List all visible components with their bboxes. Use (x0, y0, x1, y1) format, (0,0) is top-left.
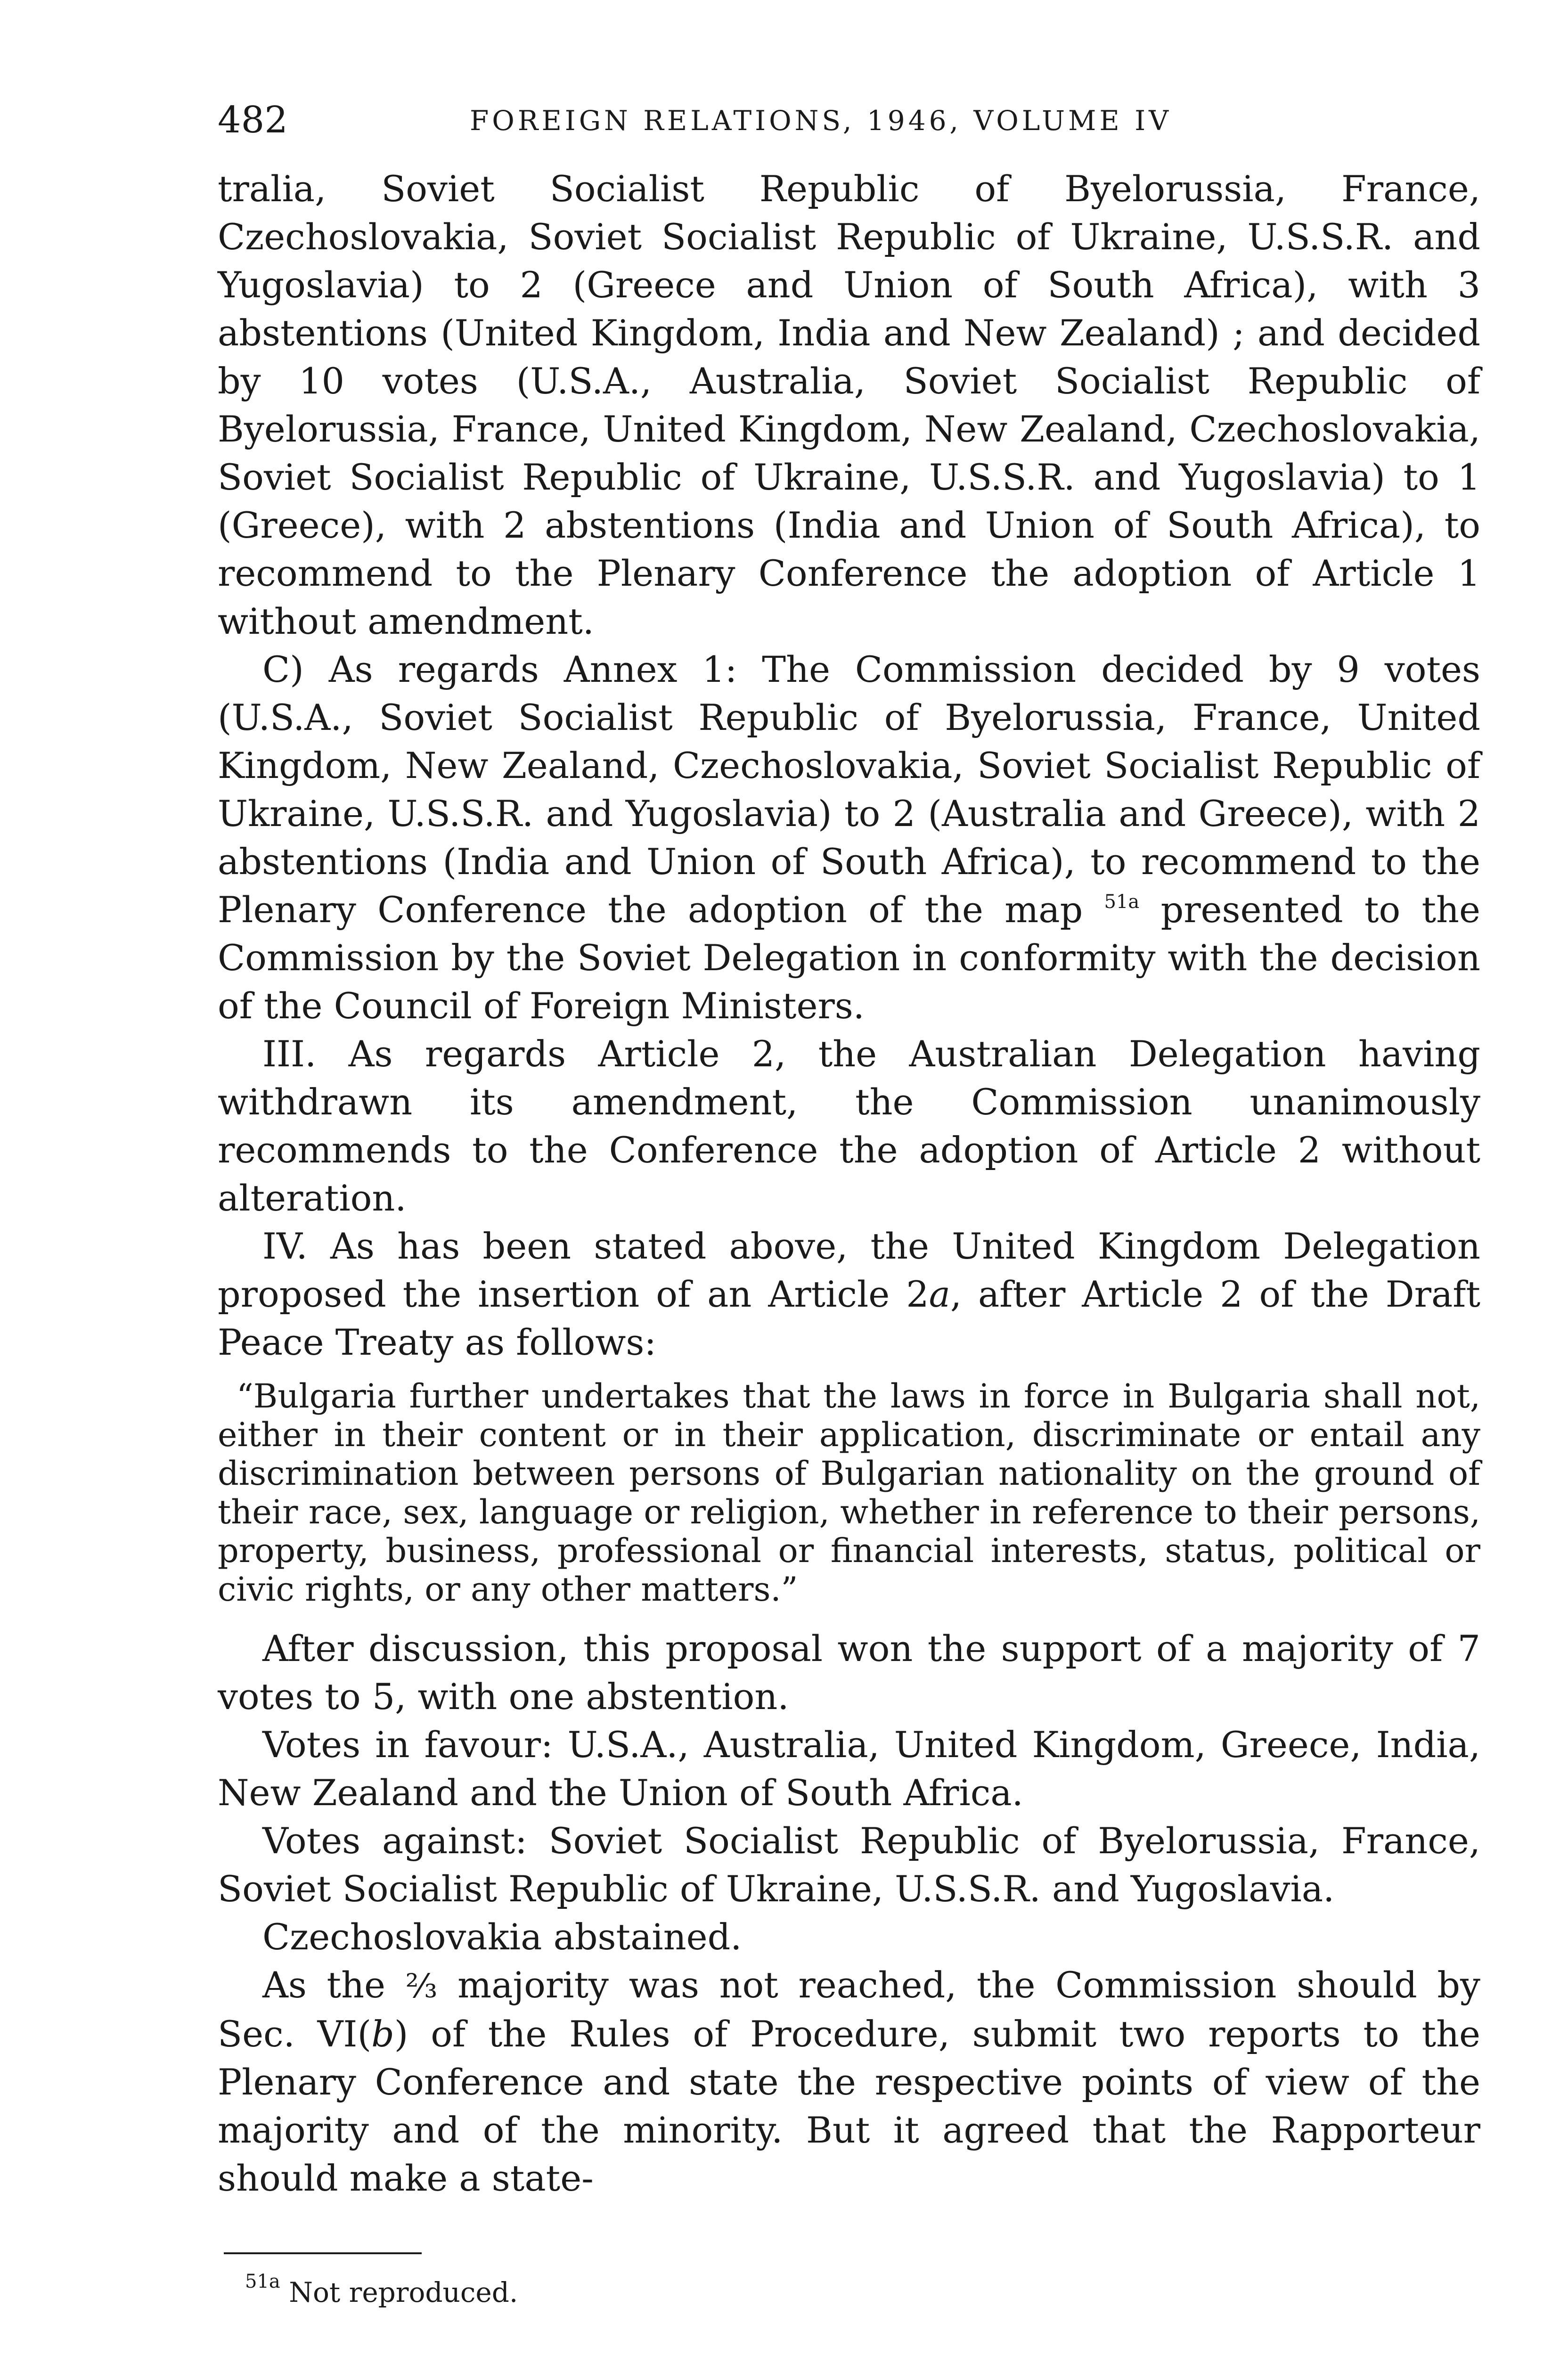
running-head: FOREIGN RELATIONS, 1946, VOLUME IV (470, 105, 1172, 137)
paragraph-text: IV. As has been stated above, the United Kingdom Delegation proposed the insertion of an Article 2 (218, 1225, 1480, 1315)
paragraph-text: presented to the Commission by the Soviet Delegation in conformity with the decision of the Council of Foreign Ministers. (218, 889, 1480, 1027)
paragraph-text: C) As regards Annex 1: The Commission decided by 9 votes (U.S.A., Soviet Socialist Republic of Byelorussia, France, United Kingdom, New Zealand, Czechoslovakia, Soviet Socialist Republic of Ukraine, U.S.S.R. and Yugoslavia) to 2 (Australia and Greece), with 2 abstentions (India and Union of South Africa), to recommend to the Plenary Conference the adoption of the map (218, 648, 1480, 931)
paragraph-abstained: Czechoslovakia abstained. (262, 1916, 742, 1958)
page-number: 482 (218, 99, 288, 141)
paragraph-text: , after Article 2 of the Draft Peace Treaty as follows: (218, 1273, 1480, 1363)
footnote-divider (224, 2252, 422, 2254)
footnote (245, 2271, 518, 2309)
quote-text: “Bulgaria further undertakes that the laws in force in Bulgaria shall not, either in their content or in their application, discriminate or entail any discrimination between persons of Bulgarian nationality on the ground of their race, sex, language or religion, whether in reference to their persons, property, business, professional or financial interests, status, political or civic rights, or any other matters.” (218, 1377, 1480, 1609)
footnote-text: Not reproduced. (289, 2276, 518, 2308)
body-text (218, 165, 1480, 2202)
italic-letter: b (371, 2013, 394, 2055)
paragraph-votes-against: Votes against: Soviet Socialist Republic of Byelorussia, France, Soviet Socialist Republic of Ukraine, U.S.S.R. and Yugoslavia. (218, 1820, 1480, 1910)
paragraph-text: majority was not reached, the Commission should by Sec. VI( (218, 1964, 1480, 2055)
paragraph-continuation: tralia, Soviet Socialist Republic of Byelorussia, France, Czechoslovakia, Soviet Socialist Republic of Ukraine, U.S.S.R. and Yugoslavia) to 2 (Greece and Union of South Africa), with 3 abstentions (United Kingdom, India and New Zealand) ; and decided by 10 votes (U.S.A., Australia, Soviet Socialist Republic of Byelorussia, France, United Kingdom, New Zealand, Czechoslovakia, Soviet Socialist Republic of Ukraine, U.S.S.R. and Yugoslavia) to 1 (Greece), with 2 abstentions (India and Union of South Africa), to recommend to the Plenary Conference the adoption of Article 1 without amendment. (218, 168, 1480, 642)
italic-letter: a (929, 1273, 950, 1315)
fraction: ⅔ (405, 1967, 438, 2005)
paragraph-text: As the (262, 1964, 385, 2006)
paragraph-article-2: III. As regards Article 2, the Australian Delegation having withdrawn its amendment, the Commission unanimously recommends to the Conference the adoption of Article 2 without alteration. (218, 1033, 1480, 1219)
page-header (218, 99, 1480, 146)
block-quote (218, 1377, 1480, 1609)
paragraph-discussion: After discussion, this proposal won the support of a majority of 7 votes to 5, with one abstention. (218, 1628, 1480, 1718)
footnote-reference: 51a (1104, 891, 1140, 913)
paragraph-text: ) of the Rules of Procedure, submit two reports to the Plenary Conference and state the respective points of view of the majority and of the minority. But it agreed that the Rapporteur should make a state- (218, 2013, 1480, 2199)
paragraph-article-2a (218, 1222, 1480, 1366)
footnote-marker: 51a (245, 2271, 280, 2292)
paragraph-annex-1 (218, 646, 1480, 1030)
paragraph-majority (218, 1961, 1480, 2202)
paragraph-votes-in-favour: Votes in favour: U.S.A., Australia, United Kingdom, Greece, India, New Zealand and the Union of South Africa. (218, 1724, 1480, 1814)
